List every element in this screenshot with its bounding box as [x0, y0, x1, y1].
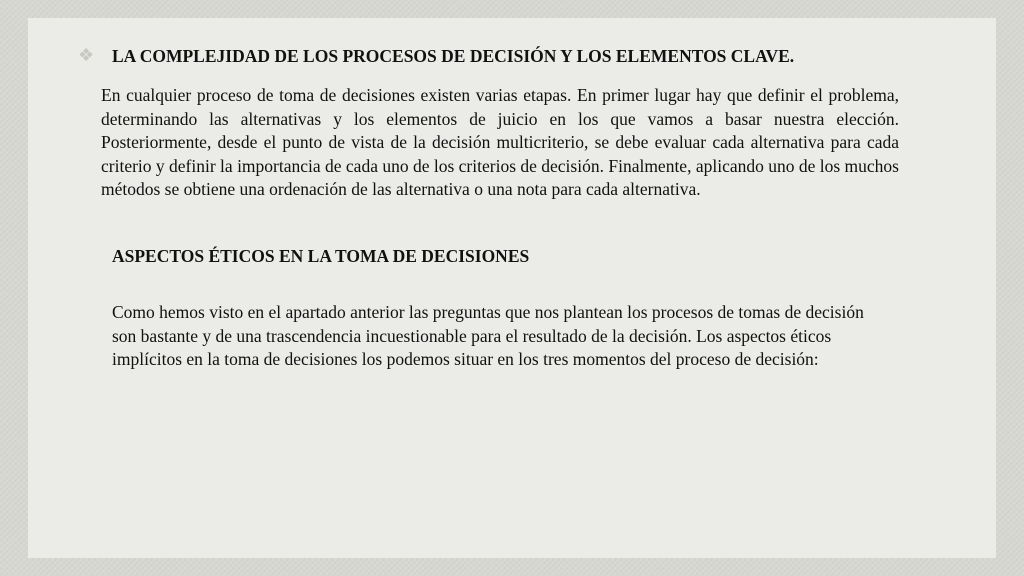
paragraph-etapas: En cualquier proceso de toma de decisiones existen varias etapas. En primer lugar hay que definir el problema, determinando las alternativas y los elementos de juicio en los que vamos a basar nuestra elección. Posteriormente, desde el punto de vista de la decisión multicriterio, se debe evaluar cada alternativa para cada criterio y definir la importancia de cada uno de los criterios de decisión. Finalmente, aplicando uno de los muchos métodos se obtiene una ordenación de las alternativa o una nota para cada alternativa. [101, 85, 899, 199]
paragraph-aspectos-eticos: Como hemos visto en el apartado anterior las preguntas que nos plantean los procesos de tomas de decisión son bastante y de una trascendencia incuestionable para el resultado de la decisión. Los aspectos éticos implícitos en la toma de decisiones los podemos situar en los tres momentos del proceso de decisión: [112, 302, 864, 369]
heading-aspectos-eticos: ASPECTOS ÉTICOS EN LA TOMA DE DECISIONES [112, 246, 530, 266]
bullet-icon: ❖ [78, 45, 95, 65]
heading-complejidad: LA COMPLEJIDAD DE LOS PROCESOS DE DECISIÓN Y LOS ELEMENTOS CLAVE. [112, 46, 795, 66]
